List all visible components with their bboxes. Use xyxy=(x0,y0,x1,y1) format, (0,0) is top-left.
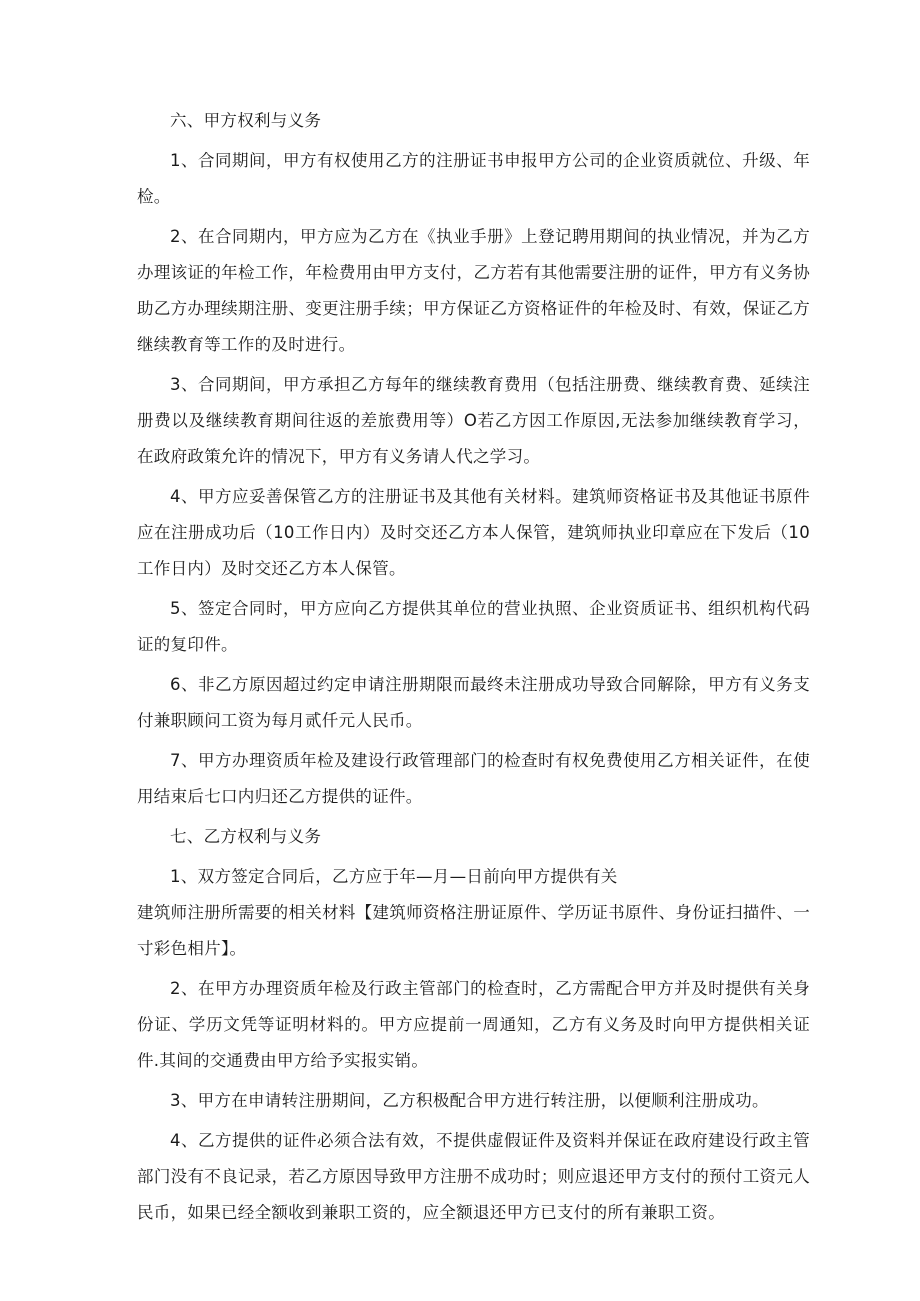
section-6-item-3: 3、合同期间，甲方承担乙方每年的继续教育费用（包括注册费、继续教育费、延续注册费以及继续教育期间往返的差旅费用等）O若乙方因工作原因,无法参加继续教育学习，在政府政策允许的情况下，甲方有义务请人代之学习。 xyxy=(137,375,810,466)
section-7-item-2: 2、在甲方办理资质年检及行政主管部门的检查时，乙方需配合甲方并及时提供有关身份证、学历文凭等证明材料的。甲方应提前一周通知，乙方有义务及时向甲方提供相关证件.其间的交通费由甲方给予实报实销。 xyxy=(137,979,810,1070)
section-6-heading: 六、甲方权利与义务 xyxy=(170,111,322,130)
section-6-item-7: 7、甲方办理资质年检及建设行政管理部门的检查时有权免费使用乙方相关证件，在使用结束后七口内归还乙方提供的证件。 xyxy=(137,751,810,806)
section-6-item-2: 2、在合同期内，甲方应为乙方在《执业手册》上登记聘用期间的执业情况，并为乙方办理该证的年检工作，年检费用由甲方支付，乙方若有其他需要注册的证件，甲方有义务协助乙方办理续期注册、变更注册手续；甲方保证乙方资格证件的年检及时、有效，保证乙方继续教育等工作的及时进行。 xyxy=(137,227,810,354)
section-7-item-3: 3、甲方在申请转注册期间，乙方积极配合甲方进行转注册，以便顺利注册成功。 xyxy=(170,1091,769,1110)
document-body xyxy=(137,103,810,1235)
section-7-item-1 xyxy=(137,859,810,967)
section-7-item-1-first-line: 1、双方签定合同后，乙方应于年—月—日前向甲方提供有关 xyxy=(170,867,618,886)
section-6-item-6: 6、非乙方原因超过约定申请注册期限而最终未注册成功导致合同解除，甲方有义务支付兼职顾问工资为每月贰仟元人民币。 xyxy=(137,675,810,730)
section-7-heading: 七、乙方权利与义务 xyxy=(170,827,322,846)
section-6-item-1: 1、合同期间，甲方有权使用乙方的注册证书申报甲方公司的企业资质就位、升级、年检。 xyxy=(137,151,810,206)
section-7-item-4: 4、乙方提供的证件必须合法有效，不提供虚假证件及资料并保证在政府建设行政主管部门没有不良记录，若乙方原因导致甲方注册不成功时；则应退还甲方支付的预付工资元人民币，如果已经全额收到兼职工资的，应全额退还甲方已支付的所有兼职工资。 xyxy=(137,1131,810,1222)
section-7-item-1-continuation: 建筑师注册所需要的相关材料【建筑师资格注册证原件、学历证书原件、身份证扫描件、一寸彩色相片】。 xyxy=(137,903,810,958)
section-6-item-4: 4、甲方应妥善保管乙方的注册证书及其他有关材料。建筑师资格证书及其他证书原件应在注册成功后（10工作日内）及时交还乙方本人保管，建筑师执业印章应在下发后（10工作日内）及时交还乙方本人保管。 xyxy=(137,487,810,578)
section-6-item-5: 5、签定合同时，甲方应向乙方提供其单位的营业执照、企业资质证书、组织机构代码证的复印件。 xyxy=(137,599,810,654)
